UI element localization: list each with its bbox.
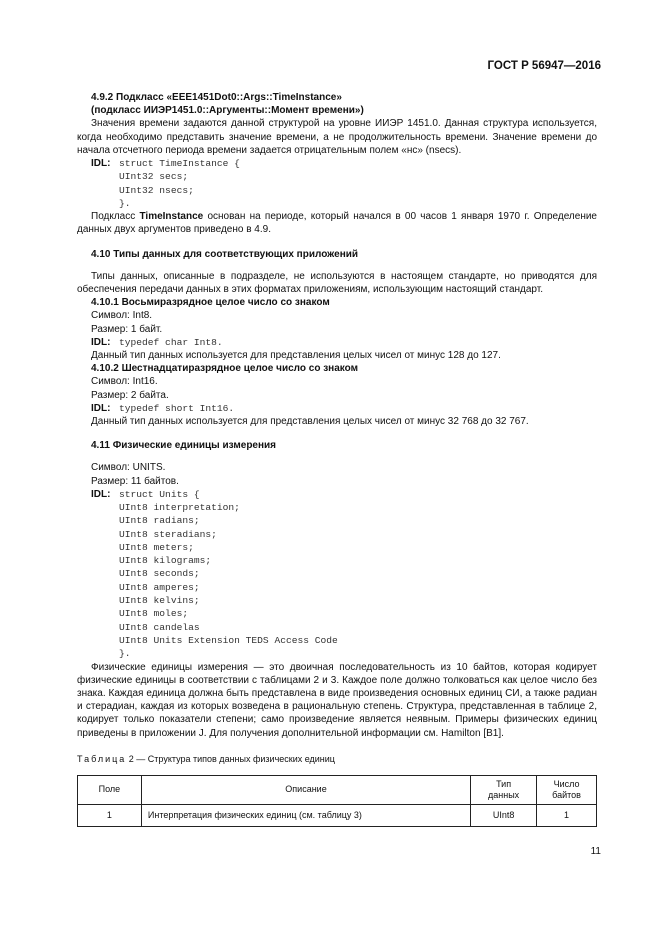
size-line: Размер: 11 байтов.	[91, 475, 179, 487]
section-4-10-2-title: 4.10.2 Шестнадцатиразрядное целое число со знаком	[91, 363, 359, 375]
code-line: }.	[119, 197, 131, 209]
units-structure-table	[77, 775, 597, 827]
idl-line	[77, 336, 597, 349]
section-4-10-paragraph: Типы данных, описанные в подразделе, не используются в настоящем стандарте, но приводятся для обеспечения передачи данных в этих форматах приложениям, использующим настоящий стандарт.	[77, 270, 597, 295]
table-caption-word: Таблица	[77, 753, 127, 764]
idl-code: typedef short Int16.	[119, 402, 235, 414]
symbol-line: Символ: UNITS.	[91, 462, 166, 474]
idl-code: struct Units {	[119, 488, 200, 500]
symbol-line: Символ: Int16.	[91, 376, 158, 388]
idl-label: IDL:	[91, 336, 111, 348]
code-line: UInt8 interpretation;	[119, 501, 240, 513]
code-line: UInt8 meters;	[119, 541, 194, 553]
header-data-type: Тип данных	[471, 775, 537, 804]
section-4-10-1-title: 4.10.1 Восьмиразрядное целое число со знаком	[91, 297, 330, 309]
code-line: UInt8 steradians;	[119, 528, 217, 540]
idl-label: IDL:	[91, 402, 111, 414]
cell-byte-count: 1	[537, 804, 597, 826]
size-line: Размер: 1 байт.	[91, 323, 163, 335]
header-byte-count: Число байтов	[537, 775, 597, 804]
page-number: 11	[590, 846, 601, 857]
bold-term: TimeInstance	[139, 211, 204, 223]
cell-field: 1	[78, 804, 142, 826]
code-line: UInt8 radians;	[119, 515, 200, 527]
code-line: UInt8 seconds;	[119, 568, 200, 580]
table-caption	[77, 753, 597, 766]
document-id: ГОСТ Р 56947—2016	[487, 60, 601, 72]
table-caption-text: 2 — Структура типов данных физических единиц	[126, 753, 335, 764]
section-4-9-2-title: 4.9.2 Подкласс «EEE1451Dot0::Args::TimeInstance»	[91, 92, 342, 103]
idl-line	[77, 402, 597, 415]
idl-line	[77, 157, 597, 170]
code-line: }.	[119, 648, 131, 660]
symbol-line: Символ: Int8.	[91, 310, 153, 322]
code-line: UInt32 nsecs;	[119, 184, 194, 196]
idl-line	[77, 488, 597, 501]
idl-code: typedef char Int8.	[119, 336, 223, 348]
section-4-11-title: 4.11 Физические единицы измерения	[91, 440, 277, 452]
code-line: UInt8 candelas	[119, 621, 200, 633]
section-4-9-2-subtitle: (подкласс ИИЭР1451.0::Аргументы::Момент времени»)	[91, 105, 364, 117]
code-line: UInt8 Units Extension TEDS Access Code	[119, 634, 338, 646]
description-line: Данный тип данных используется для представления целых чисел от минус 32 768 до 32 767.	[91, 415, 529, 427]
cell-data-type: UInt8	[471, 804, 537, 826]
size-line: Размер: 2 байта.	[91, 389, 169, 401]
idl-code: struct TimeInstance {	[119, 158, 240, 170]
header-field: Поле	[78, 775, 142, 804]
code-line: UInt8 moles;	[119, 608, 189, 620]
section-4-10-title: 4.10 Типы данных для соответствующих приложений	[91, 248, 359, 260]
code-line: UInt32 secs;	[119, 171, 189, 183]
code-line: UInt8 kilograms;	[119, 555, 212, 567]
cell-description: Интерпретация физических единиц (см. таблицу 3)	[141, 804, 470, 826]
idl-label: IDL:	[91, 158, 111, 170]
section-4-9-2-paragraph: Значения времени задаются данной структурой на уровне ИИЭР 1451.0. Данная структура используется, когда необходимо представить значение времени, а не продолжительность времени. Значение времени до начала отсчетного периода времени задается отрицательным полем «нс» (nsecs).	[77, 118, 597, 156]
table-header-row	[78, 775, 597, 804]
code-line: UInt8 amperes;	[119, 581, 200, 593]
code-line: UInt8 kelvins;	[119, 595, 200, 607]
section-4-9-2-note: Подкласс TimeInstance основан на периоде, который начался в 00 часов 1 января 1970 г. Определение данных двух аргументов приведено в 4.9.	[77, 211, 597, 236]
header-description: Описание	[141, 775, 470, 804]
idl-label: IDL:	[91, 488, 111, 500]
page-content	[77, 91, 597, 827]
section-4-11-paragraph: Физические единицы измерения — это двоичная последовательность из 10 байтов, которая кодирует физические единицы в соответствии с таблицами 2 и 3. Каждое поле должно толковаться как целое число без знака. Каждая единица должна быть представлена в виде произведения основных единиц СИ, а также радиан и стерадиан, каждая из которых возведена в рациональную степень. Структура, представленная в таблице 2, кодирует только показатели степени; само произведение является неявным. Примеры физических единиц приведены в приложении J. Для получения дополнительной информации см. Hamilton [B1].	[77, 661, 597, 739]
table-row	[78, 804, 597, 826]
description-line: Данный тип данных используется для представления целых чисел от минус 128 до 127.	[91, 349, 501, 361]
